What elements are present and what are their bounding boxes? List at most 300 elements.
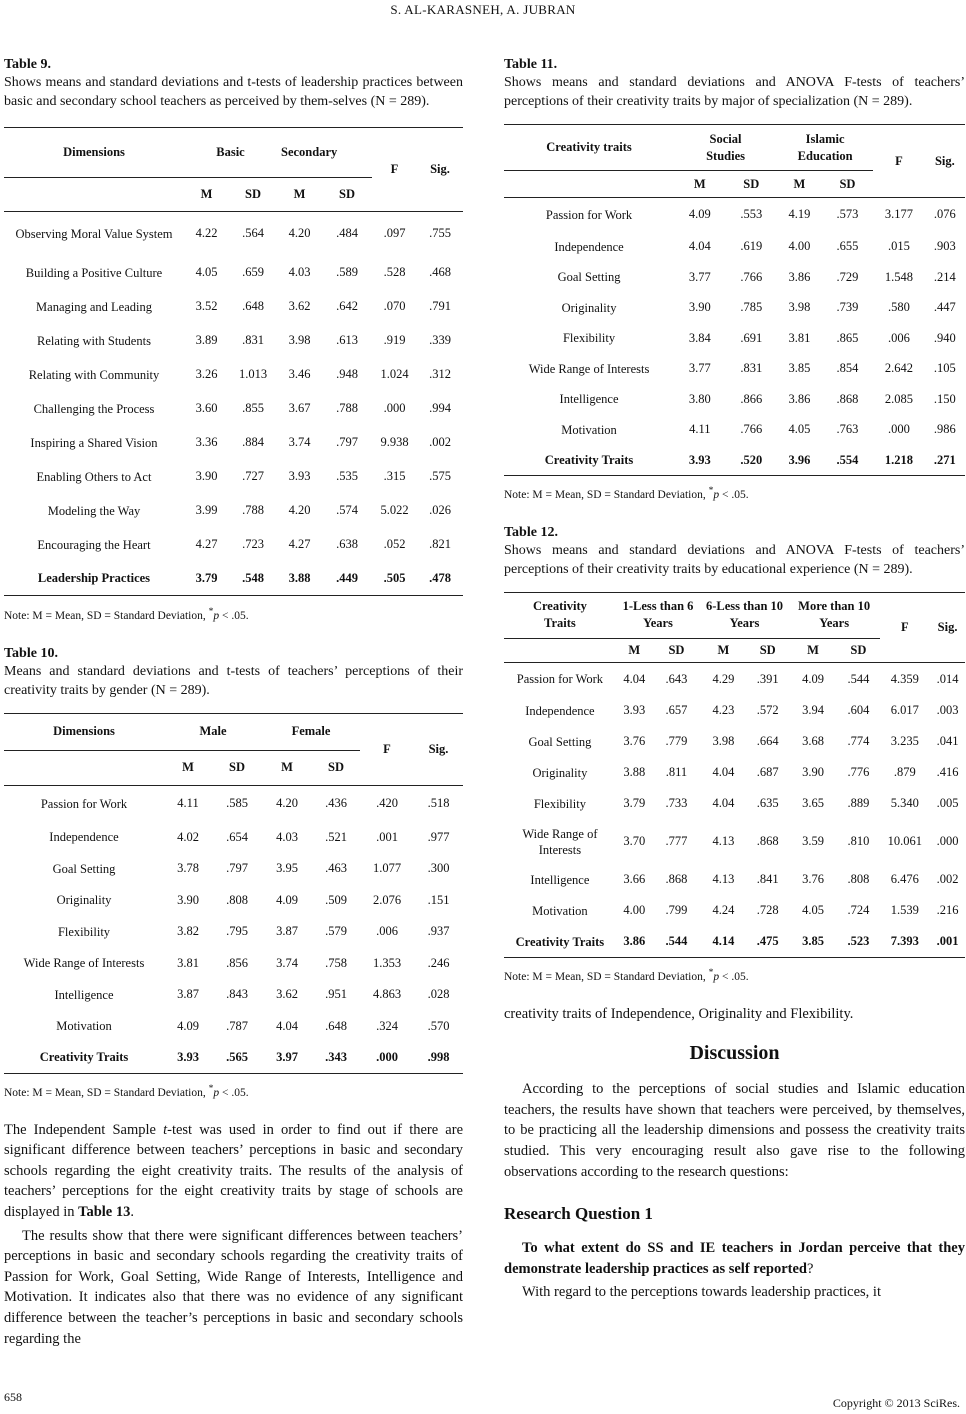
cell-c4: .589 [336, 265, 358, 279]
row-label: Leadership Practices [37, 571, 151, 586]
cell-c1: 4.02 [177, 829, 199, 844]
table-row [504, 262, 965, 293]
header-creativity-traits: Creativity Traits [532, 599, 587, 631]
page-number: 658 [4, 1390, 22, 1404]
row-label: Goal Setting [52, 861, 116, 876]
cell-c1: 3.77 [688, 361, 711, 376]
cell-c2: .619 [740, 239, 763, 254]
table11 [504, 56, 965, 502]
header-m: M [628, 642, 641, 657]
cell-c2: .548 [242, 570, 264, 585]
cell-f: .528 [383, 265, 406, 279]
cell-c4: .463 [325, 861, 347, 876]
cell-c3: 3.96 [788, 452, 811, 467]
table-row [4, 358, 463, 392]
cell-c2: .866 [740, 391, 763, 406]
left-column [4, 56, 463, 1349]
cell-c2: .691 [740, 330, 763, 345]
cell-c1: 3.79 [623, 796, 646, 811]
research-question-text: To what extent do SS and IE teachers in Jordan perceive that they demonstrate leadership practices as self reported? [504, 1240, 965, 1277]
cell-c4: .739 [836, 300, 859, 315]
cell-c1: 3.86 [623, 934, 646, 949]
header-f: F [390, 162, 399, 176]
header-group-6-10-years: 6-Less than 10 Years [705, 599, 784, 631]
cell-c4: .635 [756, 796, 779, 811]
cell-c1: 4.04 [688, 239, 711, 254]
header-m: M [293, 187, 306, 201]
cell-c1: 3.26 [195, 367, 218, 381]
row-label: Goal Setting [528, 734, 592, 749]
cell-c2: 1.013 [238, 367, 268, 381]
cell-f: .919 [383, 333, 406, 347]
cell-c1: 4.09 [688, 207, 711, 222]
header-f: F [900, 619, 909, 634]
cell-c5: 3.85 [802, 934, 824, 949]
cell-c3: 4.23 [712, 703, 735, 718]
cell-c3: 3.74 [288, 435, 311, 449]
cell-sig: .216 [936, 903, 959, 918]
table-row [504, 445, 965, 476]
cell-c1: 3.90 [195, 469, 218, 483]
table-row [4, 426, 463, 460]
cell-c6: .523 [847, 934, 870, 949]
header-sd: SD [759, 642, 776, 657]
cell-f: 10.061 [887, 834, 922, 849]
cell-sig: .575 [429, 469, 451, 483]
cell-c2: .777 [665, 834, 688, 849]
cell-sig: .903 [933, 239, 956, 254]
cell-c3: 4.20 [276, 796, 298, 811]
cell-f: 7.393 [890, 934, 919, 949]
cell-sig: .977 [427, 829, 450, 844]
table-row [4, 884, 463, 916]
cell-c2: .520 [740, 452, 763, 467]
table11-caption: Shows means and standard deviations and ANOVA F-tests of teachers’ perceptions of their creativity traits by major of specialization (N = 289). [504, 75, 965, 109]
cell-c3: 4.03 [276, 829, 298, 844]
cell-c2: .564 [242, 226, 264, 241]
row-label: Managing and Leading [36, 299, 152, 314]
cell-c2: .831 [740, 361, 763, 376]
cell-sig: .076 [933, 207, 956, 222]
cell-sig: .005 [936, 796, 959, 811]
cell-c4: .572 [756, 703, 779, 718]
cell-f: 1.548 [884, 269, 914, 284]
cell-c3: 4.00 [788, 239, 811, 254]
table-row [504, 293, 965, 324]
cell-c3: 3.85 [788, 361, 811, 376]
row-label: Intelligence [530, 872, 590, 887]
header-group-1-6-years: 1-Less than 6 Years [622, 599, 694, 631]
cell-sig: .002 [936, 872, 959, 887]
cell-sig: .014 [936, 671, 959, 686]
cell-sig: .416 [936, 765, 959, 780]
cell-c4: .797 [336, 435, 358, 449]
header-dimensions: Dimensions [63, 145, 125, 159]
cell-c5: 3.68 [802, 734, 824, 749]
row-label: Flexibility [562, 331, 616, 346]
cell-f: 2.076 [372, 892, 402, 907]
cell-f: 4.863 [372, 987, 402, 1002]
cell-c2: .855 [242, 401, 264, 415]
cell-f: .000 [376, 1049, 398, 1064]
cell-c2: .659 [242, 265, 264, 279]
table10-caption: Means and standard deviations and t-tests of teachers’ perceptions of their creativity traits by gender (N = 289). [4, 663, 463, 698]
cell-c1: 3.36 [195, 435, 218, 449]
row-label: Passion for Work [545, 207, 633, 222]
cell-c2: .788 [242, 503, 264, 517]
header-f: F [383, 741, 391, 756]
cell-c1: 4.22 [195, 226, 218, 241]
cell-c2: .843 [226, 987, 248, 1002]
table-row [4, 1010, 463, 1042]
cell-c2: .727 [242, 469, 264, 483]
row-label: Enabling Others to Act [36, 469, 152, 484]
cell-c4: .574 [336, 503, 358, 517]
row-label: Goal Setting [557, 270, 621, 285]
research-question-paragraph: With regard to the perceptions towards leadership practices, it [522, 1284, 881, 1301]
table-row [504, 384, 965, 415]
cell-c3: 4.14 [712, 934, 735, 949]
cell-c2: .585 [226, 796, 248, 811]
table-row [4, 494, 463, 528]
cell-c1: 3.88 [623, 765, 646, 780]
cell-c2: .811 [665, 765, 688, 780]
cell-sig: .246 [427, 955, 450, 970]
cell-f: .000 [888, 422, 910, 437]
cell-f: .324 [376, 1018, 398, 1033]
table-row [504, 415, 965, 446]
cell-sig: .105 [933, 361, 956, 376]
cell-f: .070 [383, 299, 406, 313]
cell-c1: 4.11 [177, 796, 199, 811]
cell-c2: .868 [665, 872, 688, 887]
cell-sig: .028 [427, 987, 450, 1002]
cell-c1: 3.78 [177, 861, 199, 876]
cell-c2: .808 [226, 892, 248, 907]
row-label: Originality [561, 300, 617, 315]
cell-c1: 3.90 [177, 892, 199, 907]
cell-f: .006 [888, 330, 910, 345]
table-row [504, 895, 965, 926]
cell-c3: 4.04 [276, 1018, 298, 1033]
header-group-basic: Basic [216, 145, 245, 159]
cell-c3: 4.27 [288, 537, 311, 551]
table-row [4, 460, 463, 494]
cell-c2: .657 [665, 703, 688, 718]
cell-sig: .001 [936, 934, 959, 949]
table-row [4, 947, 463, 979]
cell-c2: .553 [740, 207, 763, 222]
copyright: Copyright © 2013 SciRes. [832, 1396, 960, 1410]
row-label: Relating with Students [37, 333, 151, 348]
cell-c1: 4.11 [689, 422, 711, 437]
cell-c1: 3.90 [688, 300, 711, 315]
cell-c1: 3.93 [623, 703, 646, 718]
table12-grid [504, 592, 965, 958]
cell-c3: 3.46 [288, 367, 311, 381]
cell-c1: 3.60 [195, 401, 218, 415]
cell-c4: .729 [836, 269, 859, 284]
row-label: Motivation [532, 903, 588, 918]
cell-c3: 3.95 [276, 861, 298, 876]
cell-c2: .779 [665, 734, 688, 749]
cell-c6: .544 [847, 671, 870, 686]
cell-c3: 4.20 [288, 503, 311, 517]
cell-c5: 3.94 [802, 703, 824, 718]
table9-label: Table 9. [4, 57, 51, 72]
cell-c4: .579 [325, 924, 347, 939]
cell-c3: 4.20 [288, 226, 311, 241]
cell-sig: .026 [429, 503, 451, 517]
cell-sig: .214 [933, 269, 956, 284]
cell-c1: 4.04 [623, 671, 646, 686]
row-label: Inspiring a Shared Vision [30, 435, 158, 450]
table11-grid [504, 124, 965, 476]
cell-f: .000 [383, 401, 406, 415]
table-row [4, 1042, 463, 1074]
header-f: F [895, 153, 903, 168]
table-row [504, 788, 965, 819]
header-dimensions: Dimensions [53, 724, 115, 739]
cell-c2: .787 [226, 1018, 248, 1033]
row-label: Wide Range of Interests [522, 826, 598, 857]
cell-c3: 3.88 [288, 570, 311, 585]
cell-c1: 3.93 [177, 1049, 199, 1064]
discussion-paragraph: According to the perceptions of social studies and Islamic education teachers, the results have shown that teachers were perceived, by themselves, to be practicing all the leadership dimensions and possess the creativity traits studied. This very encouraging result also gave rise to the following observations according to the research questions: [504, 1081, 965, 1180]
row-label: Modeling the Way [47, 503, 141, 518]
cell-c1: 3.81 [177, 955, 199, 970]
table-row [4, 392, 463, 426]
table-row [504, 323, 965, 354]
cell-c6: .810 [847, 834, 870, 849]
cell-c2: .643 [665, 671, 688, 686]
row-label: Creativity Traits [544, 453, 634, 467]
cell-f: 1.024 [380, 367, 409, 381]
table10-grid [4, 713, 463, 1074]
header-sd: SD [668, 642, 685, 657]
cell-c4: .758 [325, 955, 347, 970]
table-row [4, 290, 463, 324]
cell-c4: .436 [325, 796, 347, 811]
cell-c1: 3.99 [195, 503, 218, 517]
table11-note: Note: M = Mean, SD = Standard Deviation, *p < .05. [504, 485, 749, 501]
table-row [504, 864, 965, 895]
table10-note: Note: M = Mean, SD = Standard Deviation, *p < .05. [4, 1082, 249, 1099]
cell-c6: .889 [847, 796, 870, 811]
running-header: S. AL-KARASNEH, A. JUBRAN [390, 2, 576, 17]
cell-c4: .573 [836, 207, 859, 222]
cell-c3: 4.04 [712, 796, 735, 811]
header-group-islamic-education: Islamic Education [797, 131, 853, 163]
cell-c2: .884 [242, 435, 264, 449]
cell-f: .097 [383, 226, 406, 241]
cell-f: 2.085 [884, 391, 914, 406]
cell-c4: .948 [336, 367, 358, 381]
cell-c4: .521 [325, 829, 347, 844]
cell-sig: .312 [429, 367, 451, 381]
cell-c3: 4.19 [788, 207, 811, 222]
cell-c4: .951 [325, 987, 347, 1002]
cell-c2: .766 [740, 269, 763, 284]
cell-sig: .000 [936, 834, 959, 849]
cell-c3: 4.09 [276, 892, 298, 907]
table-row [504, 926, 965, 957]
header-group-more-10-years: More than 10 Years [798, 599, 871, 631]
row-label: Intelligence [54, 987, 114, 1002]
cell-c4: .642 [336, 299, 358, 313]
cell-c3: 4.24 [712, 903, 735, 918]
cell-sig: .339 [429, 333, 451, 347]
row-label: Independence [49, 830, 119, 845]
cell-c3: 4.04 [712, 765, 735, 780]
cell-c1: 4.27 [195, 537, 218, 551]
row-label: Independence [525, 703, 595, 718]
header-sd: SD [850, 642, 867, 657]
cell-c1: 3.76 [623, 734, 646, 749]
header-sd: SD [328, 760, 344, 775]
table-row [4, 528, 463, 562]
cell-c1: 3.66 [623, 872, 646, 887]
row-label: Passion for Work [516, 672, 604, 687]
cell-c4: .728 [756, 903, 779, 918]
table-row [504, 198, 965, 232]
row-label: Creativity Traits [515, 934, 605, 949]
header-group-female: Female [291, 724, 331, 739]
cell-c3: 3.93 [288, 469, 311, 483]
cell-c4: .865 [836, 330, 859, 345]
cell-f: .015 [888, 239, 910, 254]
left-paragraph-2: The results show that there were significant differences between teachers’ perceptions in basic and secondary schools regarding the creativity traits of Passion for Work, Goal Setting, Wide Range of Interests, Intelligence and Motivation. It indicates also that there was no evidence of any significant difference between the teacher’s perceptions in basic and secondary schools regarding the [4, 1227, 463, 1347]
header-m: M [793, 176, 806, 191]
cell-c3: 3.98 [712, 734, 735, 749]
row-label: Wide Range of Interests [528, 361, 650, 376]
cell-c3: 3.74 [276, 955, 298, 970]
cell-c6: .604 [847, 703, 870, 718]
cell-c4: .655 [836, 239, 859, 254]
cell-sig: .570 [427, 1018, 450, 1033]
cell-f: 2.642 [884, 361, 914, 376]
cell-f: .580 [888, 300, 910, 315]
header-m: M [807, 642, 819, 657]
cell-c3: 3.98 [788, 300, 811, 315]
cell-c4: .509 [325, 892, 347, 907]
cell-f: .315 [383, 469, 406, 483]
cell-c3: 3.62 [288, 299, 311, 313]
row-label: Passion for Work [40, 796, 128, 811]
table-row [504, 819, 965, 864]
cell-c2: .799 [665, 903, 688, 918]
row-label: Challenging the Process [33, 401, 155, 416]
cell-c6: .808 [847, 872, 870, 887]
table-row [504, 662, 965, 695]
header-creativity-traits: Creativity traits [546, 140, 632, 154]
table-row [504, 354, 965, 385]
table-row [4, 324, 463, 358]
cell-c3: 4.13 [712, 834, 735, 849]
row-label: Intelligence [559, 392, 619, 407]
header-sd: SD [839, 176, 856, 191]
table12 [504, 524, 965, 984]
cell-sig: .003 [936, 703, 959, 718]
cell-f: 9.938 [380, 435, 409, 449]
cell-f: 5.022 [380, 503, 409, 517]
cell-c1: 3.89 [195, 333, 218, 347]
header-m: M [182, 760, 194, 775]
cell-c4: .664 [756, 734, 779, 749]
row-label: Encouraging the Heart [37, 537, 151, 552]
cell-c4: .788 [336, 401, 358, 415]
cell-sig: .940 [933, 330, 956, 345]
cell-c3: 3.67 [288, 401, 311, 415]
cell-sig: .151 [427, 892, 450, 907]
cell-f: .879 [893, 765, 916, 780]
cell-c2: .785 [740, 300, 763, 315]
cell-c4: .648 [325, 1018, 347, 1033]
cell-f: .052 [383, 537, 406, 551]
cell-f: 3.177 [884, 207, 914, 222]
row-label: Originality [532, 765, 588, 780]
cell-sig: .518 [427, 796, 450, 811]
cell-c3: 4.05 [788, 422, 811, 437]
header-sig: Sig. [430, 162, 450, 176]
cell-c1: 3.52 [195, 299, 218, 313]
cell-f: 1.353 [372, 955, 402, 970]
cell-c2: .797 [226, 861, 248, 876]
discussion-heading: Discussion [689, 1042, 780, 1065]
cell-c5: 4.05 [802, 903, 824, 918]
cell-c4: .763 [836, 422, 859, 437]
table12-caption: Shows means and standard deviations and ANOVA F-tests of teachers’ perceptions of their creativity traits by educational experience (N = 289). [504, 542, 965, 577]
cell-sig: .002 [429, 435, 451, 449]
cell-sig: .300 [427, 861, 450, 876]
cell-c2: .856 [226, 955, 248, 970]
right-column [504, 56, 965, 1303]
cell-f: 1.539 [890, 903, 919, 918]
cell-c4: .868 [836, 391, 859, 406]
table-row [4, 785, 463, 821]
cell-c2: .733 [665, 796, 688, 811]
cell-c3: 3.97 [276, 1049, 298, 1064]
left-paragraph-1: The Independent Sample t-test was used in order to find out if there are significant difference between teachers’ perceptions in basic and secondary schools regarding the eight creativity traits. The results of the analysis of teachers’ perceptions for the eight creativity traits by stage of schools are displayed in Table 13. [4, 1121, 464, 1221]
cell-c3: 3.62 [276, 987, 298, 1002]
table9-grid [4, 127, 463, 596]
cell-c1: 3.70 [623, 834, 646, 849]
cell-f: .505 [383, 570, 406, 585]
cell-f: 6.476 [890, 872, 919, 887]
cell-c5: 3.90 [802, 765, 824, 780]
cell-c1: 4.09 [177, 1018, 199, 1033]
cell-f: 5.340 [890, 796, 919, 811]
cell-c4: .343 [325, 1049, 347, 1064]
table-row [504, 757, 965, 788]
table9 [4, 56, 463, 623]
cell-c2: .831 [242, 333, 264, 347]
cell-f: 1.077 [372, 861, 402, 876]
cell-sig: .755 [429, 226, 451, 241]
header-group-secondary: Secondary [281, 145, 338, 159]
cell-c2: .648 [242, 299, 264, 313]
header-group-social-studies: Social Studies [706, 131, 745, 163]
cell-f: 1.218 [884, 452, 914, 467]
cell-f: .006 [376, 924, 398, 939]
cell-c1: 4.00 [623, 903, 646, 918]
cell-sig: .271 [933, 452, 956, 467]
row-label: Building a Positive Culture [25, 265, 163, 280]
table-row [4, 853, 463, 885]
cell-c1: 3.77 [688, 269, 711, 284]
header-sig: Sig. [428, 741, 449, 756]
table12-label: Table 12. [504, 524, 558, 540]
